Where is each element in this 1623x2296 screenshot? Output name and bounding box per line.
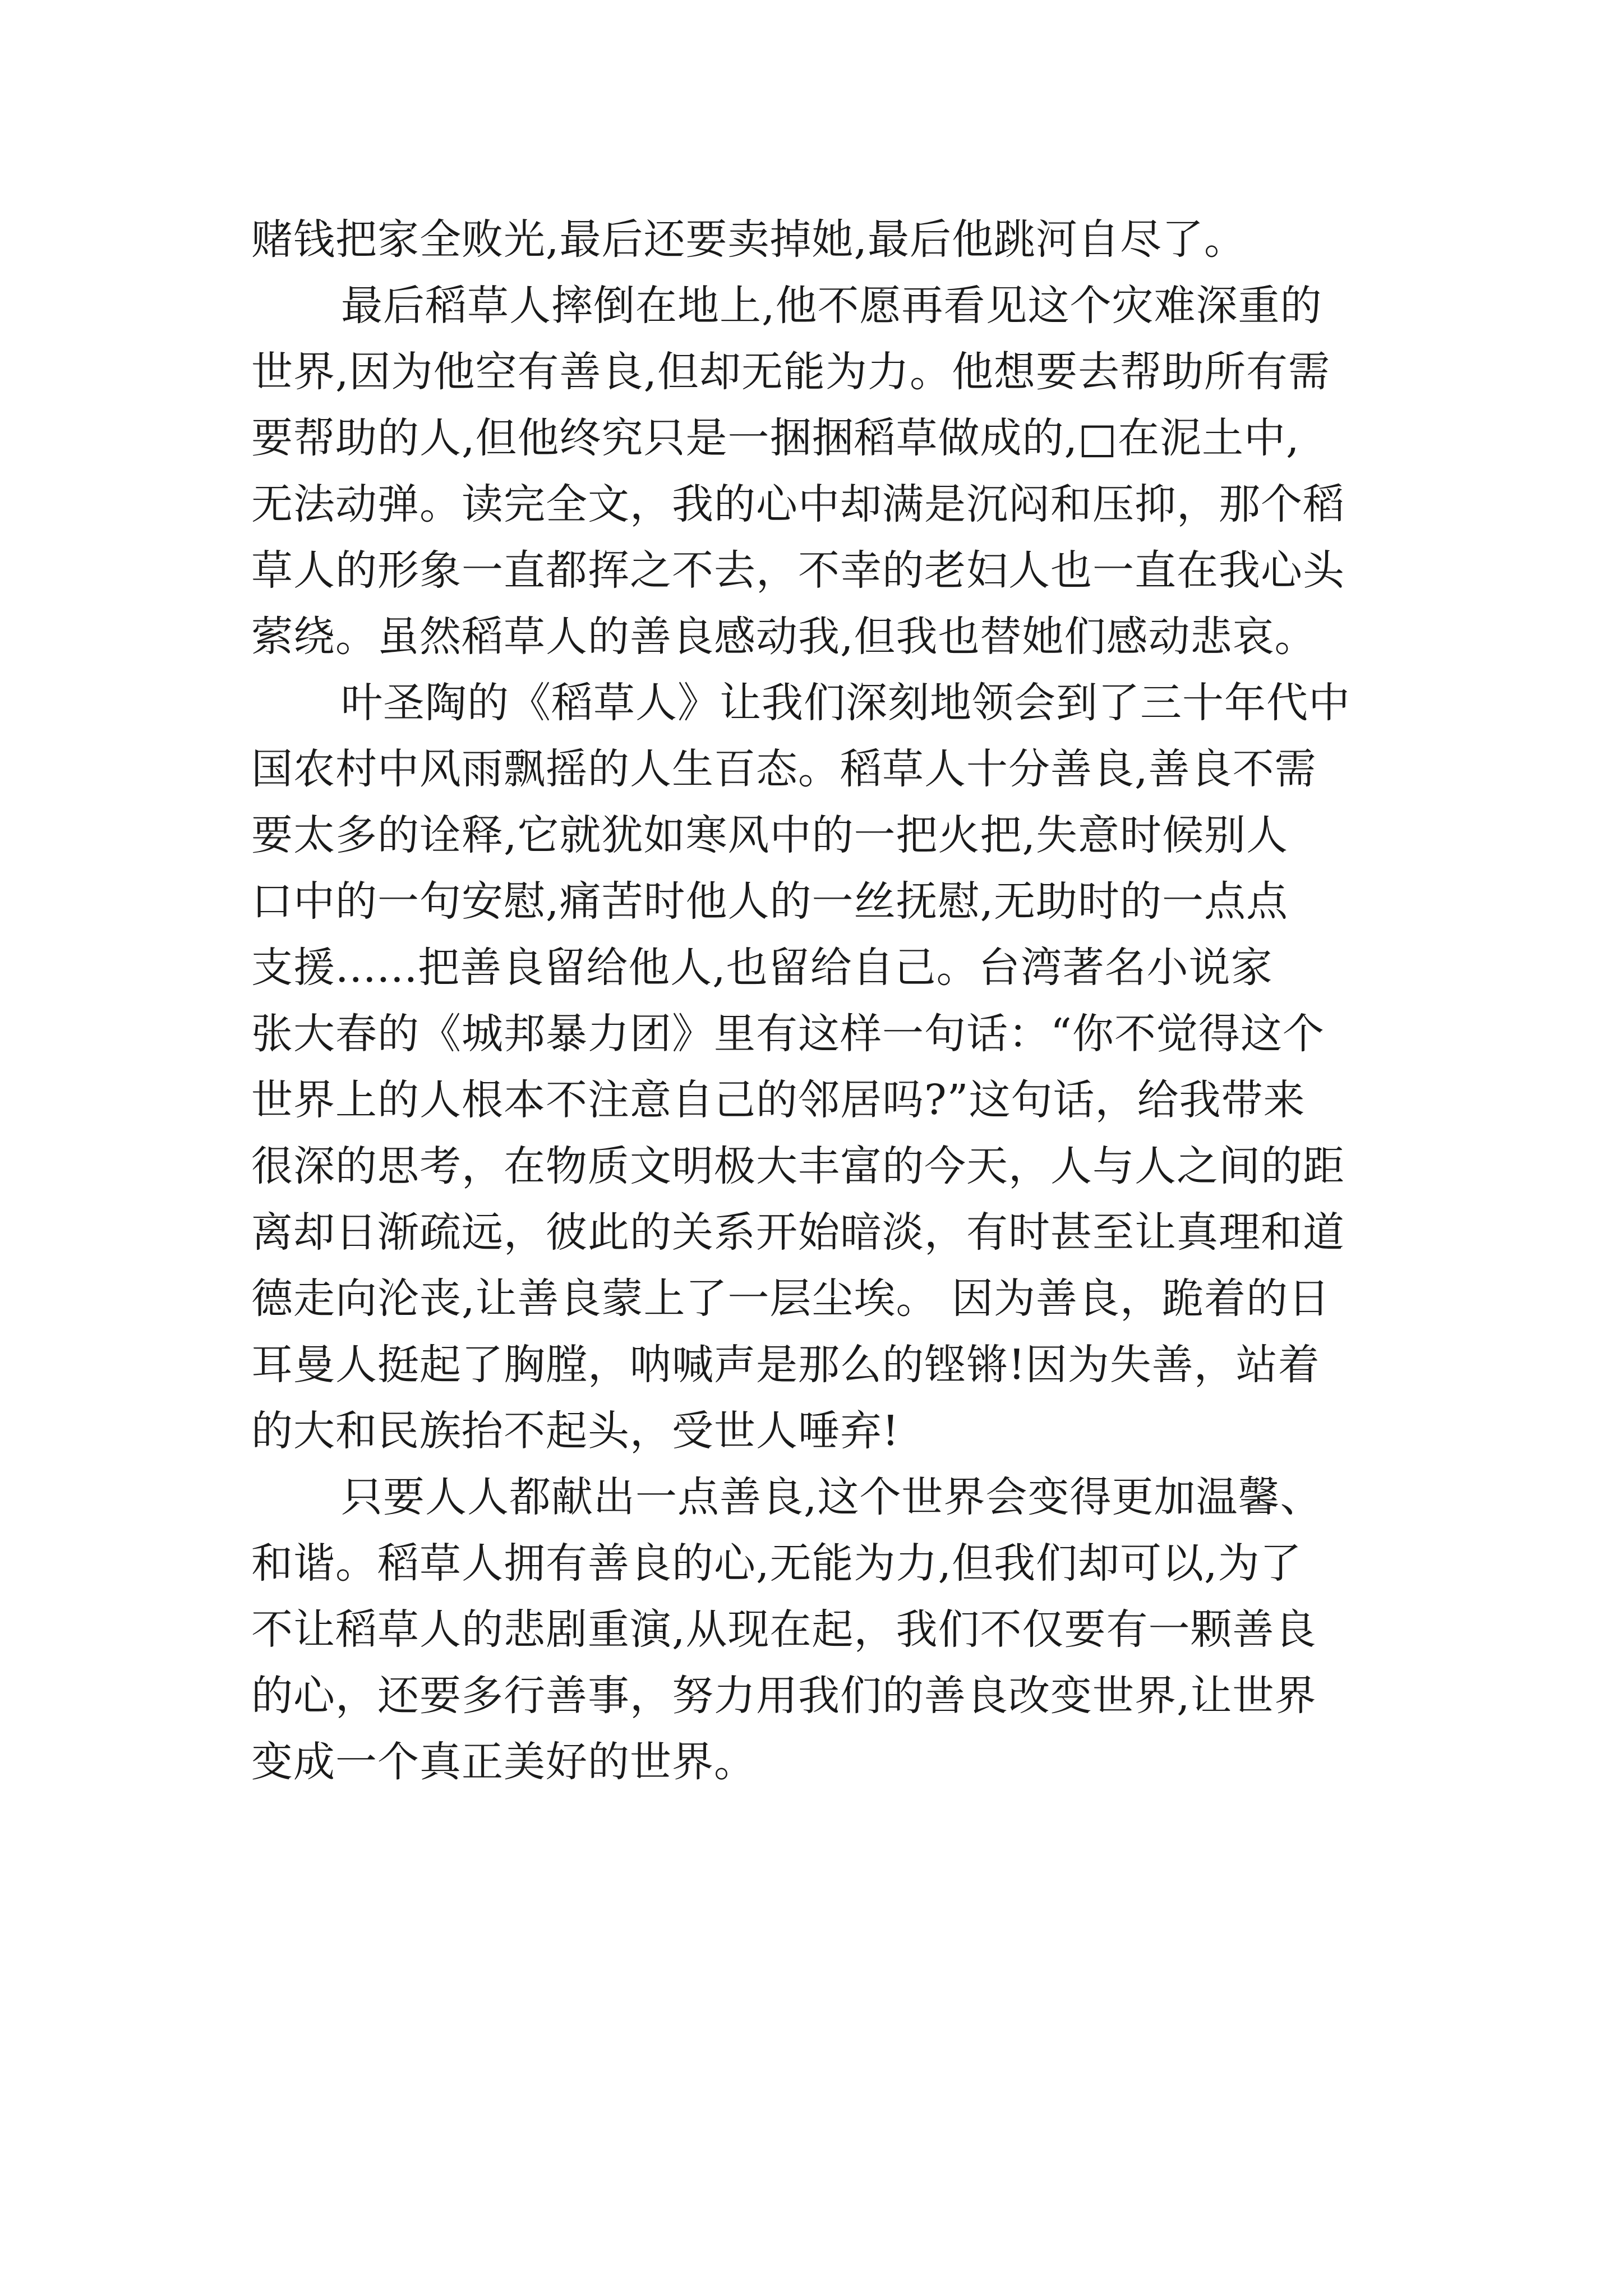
text-line: 要太多的诠释,它就犹如寒风中的一把火把,失意时候别人 xyxy=(251,811,1289,859)
text-line: 世界上的人根本不注意自己的邻居吗?”这句话，给我带来 xyxy=(251,1076,1306,1124)
text-line: 离却日渐疏远，彼此的关系开始暗淡，有时甚至让真理和道 xyxy=(251,1208,1345,1257)
text-line: 要帮助的人,但他终究只是一捆捆稻草做成的,□在泥土中, xyxy=(251,414,1300,462)
text-line: 耳曼人挺起了胸膛，呐喊声是那么的铿锵!因为失善，站着 xyxy=(251,1341,1320,1389)
text-line: 变成一个真正美好的世界。 xyxy=(251,1738,756,1786)
text-line: 张大春的《城邦暴力团》里有这样一句话：“你不觉得这个 xyxy=(251,1010,1325,1058)
text-line: 和谐。稻草人拥有善良的心,无能为力,但我们却可以,为了 xyxy=(251,1539,1302,1588)
text-line: 最后稻草人摔倒在地上,他不愿再看见这个灾难深重的 xyxy=(341,282,1322,330)
text-line: 只要人人都献出一点善良,这个世界会变得更加温馨、 xyxy=(341,1473,1322,1521)
text-line: 不让稻草人的悲剧重演,从现在起，我们不仅要有一颗善良 xyxy=(251,1605,1317,1654)
text-line: 叶圣陶的《稻草人》让我们深刻地领会到了三十年代中 xyxy=(341,679,1350,727)
text-line: 支援......把善良留给他人,也留给自己。台湾著名小说家 xyxy=(251,944,1273,992)
text-line: 很深的思考，在物质文明极大丰富的今天，人与人之间的距 xyxy=(251,1142,1345,1190)
text-line: 国农村中风雨飘摇的人生百态。稻草人十分善良,善良不需 xyxy=(251,745,1317,793)
text-line: 赌钱把家全败光,最后还要卖掉她,最后他跳河自尽了。 xyxy=(251,215,1247,264)
text-line: 口中的一句安慰,痛苦时他人的一丝抚慰,无助时的一点点 xyxy=(251,877,1289,926)
text-line: 无法动弹。读完全文，我的心中却满是沉闷和压抑，那个稻 xyxy=(251,480,1345,528)
text-line: 德走向沦丧,让善良蒙上了一层尘埃。 因为善良，跪着的日 xyxy=(251,1274,1331,1323)
text-line: 世界,因为他空有善良,但却无能为力。他想要去帮助所有需 xyxy=(251,348,1331,396)
text-line: 萦绕。虽然稻草人的善良感动我,但我也替她们感动悲哀。 xyxy=(251,613,1317,661)
text-line: 的大和民族抬不起头，受世人唾弃! xyxy=(251,1407,900,1455)
document-text-body xyxy=(251,206,1384,1795)
text-line: 的心，还要多行善事，努力用我们的善良改变世界,让世界 xyxy=(251,1672,1317,1720)
text-line: 草人的形象一直都挥之不去，不幸的老妇人也一直在我心头 xyxy=(251,546,1345,595)
